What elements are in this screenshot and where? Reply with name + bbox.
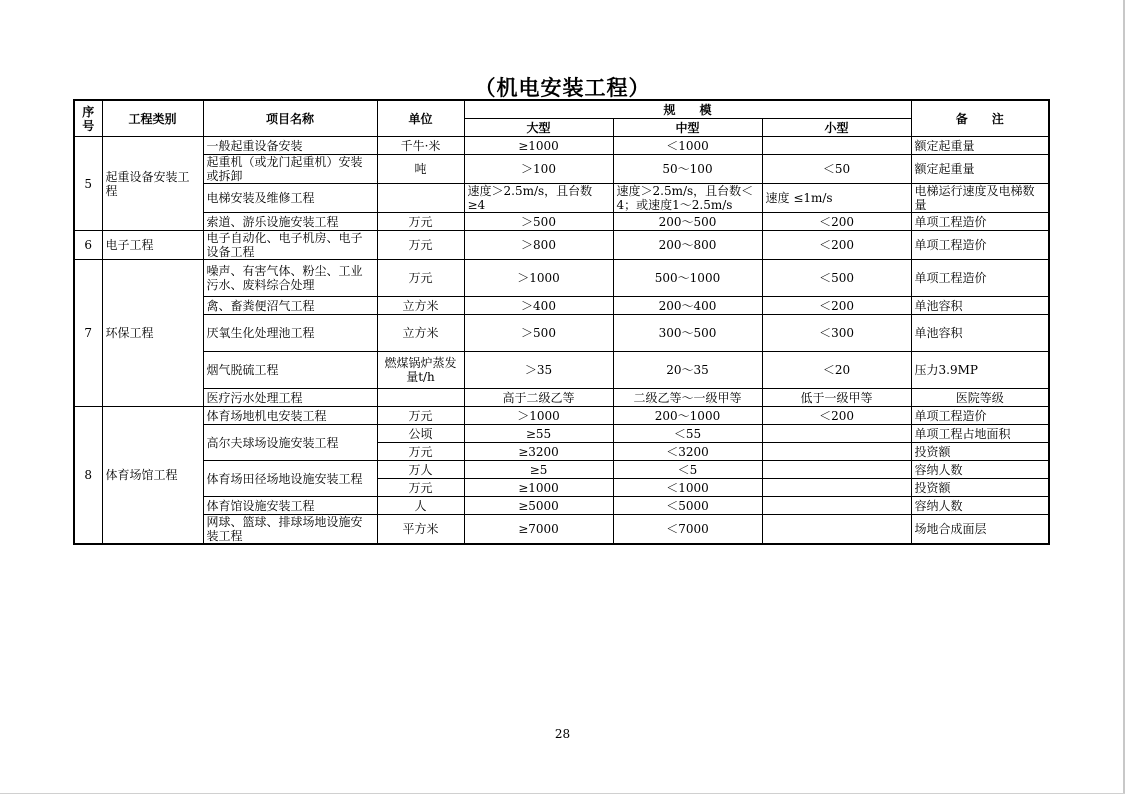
large-value: ≥5000 [464,497,613,515]
project-name: 体育场地机电安装工程 [203,407,377,425]
table-row [74,297,1049,315]
small-value: ＜200 [762,407,911,425]
unit: 立方米 [377,315,464,352]
unit: 公顷 [377,425,464,443]
small-value [762,461,911,479]
large-value: ＞800 [464,231,613,260]
small-value: ＜200 [762,213,911,231]
small-value: ＜500 [762,260,911,297]
header-row [74,100,1049,119]
small-value: 低于一级甲等 [762,389,911,407]
medium-value: 20～35 [613,352,762,389]
header-category: 工程类别 [102,100,203,137]
table-row [74,184,1049,213]
table-row [74,260,1049,297]
unit: 平方米 [377,515,464,545]
header-unit: 单位 [377,100,464,137]
medium-value: ＜1000 [613,137,762,155]
page-number: 28 [554,727,571,741]
medium-value: 200～500 [613,213,762,231]
medium-value: ＜5000 [613,497,762,515]
unit: 万元 [377,443,464,461]
remark: 单项工程造价 [911,407,1049,425]
table-row [74,497,1049,515]
unit: 立方米 [377,297,464,315]
small-value [762,497,911,515]
header-large: 大型 [464,119,613,137]
large-value: ＞1000 [464,260,613,297]
remark: 容纳人数 [911,461,1049,479]
small-value: ＜200 [762,297,911,315]
table-row [74,352,1049,389]
remark: 单项工程造价 [911,231,1049,260]
medium-value: 200～1000 [613,407,762,425]
table-row [74,425,1049,443]
large-value: 高于二级乙等 [464,389,613,407]
medium-value: ＜1000 [613,479,762,497]
unit: 万元 [377,407,464,425]
remark: 额定起重量 [911,155,1049,184]
remark: 投资额 [911,443,1049,461]
project-name: 体育场田径场地设施安装工程 [203,461,377,497]
remark: 单池容积 [911,315,1049,352]
project-name: 体育馆设施安装工程 [203,497,377,515]
remark: 场地合成面层 [911,515,1049,545]
large-value: ＞500 [464,213,613,231]
group-seq: 7 [74,260,102,407]
project-name: 一般起重设备安装 [203,137,377,155]
group-category: 起重设备安装工程 [102,137,203,231]
large-value: ＞100 [464,155,613,184]
large-value: ＞1000 [464,407,613,425]
unit: 燃煤锅炉蒸发量t/h [377,352,464,389]
project-name: 高尔夫球场设施安装工程 [203,425,377,461]
small-value: ＜50 [762,155,911,184]
header-project-name: 项目名称 [203,100,377,137]
project-name: 网球、篮球、排球场地设施安装工程 [203,515,377,545]
medium-value: ＜5 [613,461,762,479]
remark: 额定起重量 [911,137,1049,155]
remark: 单项工程造价 [911,260,1049,297]
group-category: 电子工程 [102,231,203,260]
header-medium: 中型 [613,119,762,137]
large-value: ＞35 [464,352,613,389]
large-value: ≥55 [464,425,613,443]
remark: 单项工程造价 [911,213,1049,231]
small-value [762,137,911,155]
project-scale-table [73,99,1050,545]
table-row [74,155,1049,184]
group-seq: 5 [74,137,102,231]
small-value: 速度 ≤1m/s [762,184,911,213]
medium-value: ＜55 [613,425,762,443]
project-name: 禽、畜粪便沼气工程 [203,297,377,315]
unit: 千牛·米 [377,137,464,155]
medium-value: ＜7000 [613,515,762,545]
unit: 万元 [377,231,464,260]
unit: 万元 [377,213,464,231]
small-value: ＜300 [762,315,911,352]
table-row [74,389,1049,407]
group-seq: 8 [74,407,102,545]
project-name: 索道、游乐设施安装工程 [203,213,377,231]
project-name: 电子自动化、电子机房、电子设备工程 [203,231,377,260]
header-remark: 备 注 [911,100,1049,137]
project-name: 厌氧生化处理池工程 [203,315,377,352]
remark: 压力3.9MP [911,352,1049,389]
medium-value: ＜3200 [613,443,762,461]
large-value: ≥3200 [464,443,613,461]
medium-value: 二级乙等～一级甲等 [613,389,762,407]
remark: 医院等级 [911,389,1049,407]
table-row [74,461,1049,479]
unit: 吨 [377,155,464,184]
large-value: ≥1000 [464,479,613,497]
unit: 万人 [377,461,464,479]
document-title: （机电安装工程） [474,76,651,100]
project-name: 噪声、有害气体、粉尘、工业污水、废料综合处理 [203,260,377,297]
remark: 投资额 [911,479,1049,497]
remark: 容纳人数 [911,497,1049,515]
small-value [762,425,911,443]
project-name: 医疗污水处理工程 [203,389,377,407]
unit: 万元 [377,260,464,297]
table-row [74,315,1049,352]
small-value [762,479,911,497]
table-row [74,515,1049,545]
project-name: 电梯安装及维修工程 [203,184,377,213]
unit: 人 [377,497,464,515]
unit [377,389,464,407]
table-row [74,213,1049,231]
header-seq: 序号 [74,100,102,137]
remark: 单项工程占地面积 [911,425,1049,443]
remark: 电梯运行速度及电梯数量 [911,184,1049,213]
header-small: 小型 [762,119,911,137]
project-name: 烟气脱硫工程 [203,352,377,389]
header-scale: 规 模 [464,100,911,119]
table-row [74,407,1049,425]
small-value: ＜200 [762,231,911,260]
unit [377,184,464,213]
large-value: ＞400 [464,297,613,315]
large-value: ＞500 [464,315,613,352]
table-row [74,137,1049,155]
group-seq: 6 [74,231,102,260]
remark: 单池容积 [911,297,1049,315]
large-value: ≥1000 [464,137,613,155]
medium-value: 300～500 [613,315,762,352]
large-value: ≥7000 [464,515,613,545]
group-category: 体育场馆工程 [102,407,203,545]
medium-value: 200～400 [613,297,762,315]
medium-value: 200～800 [613,231,762,260]
medium-value: 50～100 [613,155,762,184]
large-value: 速度＞2.5m/s，且台数≥4 [464,184,613,213]
medium-value: 速度＞2.5m/s，且台数＜4；或速度1～2.5m/s [613,184,762,213]
small-value [762,443,911,461]
unit: 万元 [377,479,464,497]
project-name: 起重机（或龙门起重机）安装或拆卸 [203,155,377,184]
small-value: ＜20 [762,352,911,389]
large-value: ≥5 [464,461,613,479]
medium-value: 500～1000 [613,260,762,297]
table-row [74,231,1049,260]
small-value [762,515,911,545]
group-category: 环保工程 [102,260,203,407]
